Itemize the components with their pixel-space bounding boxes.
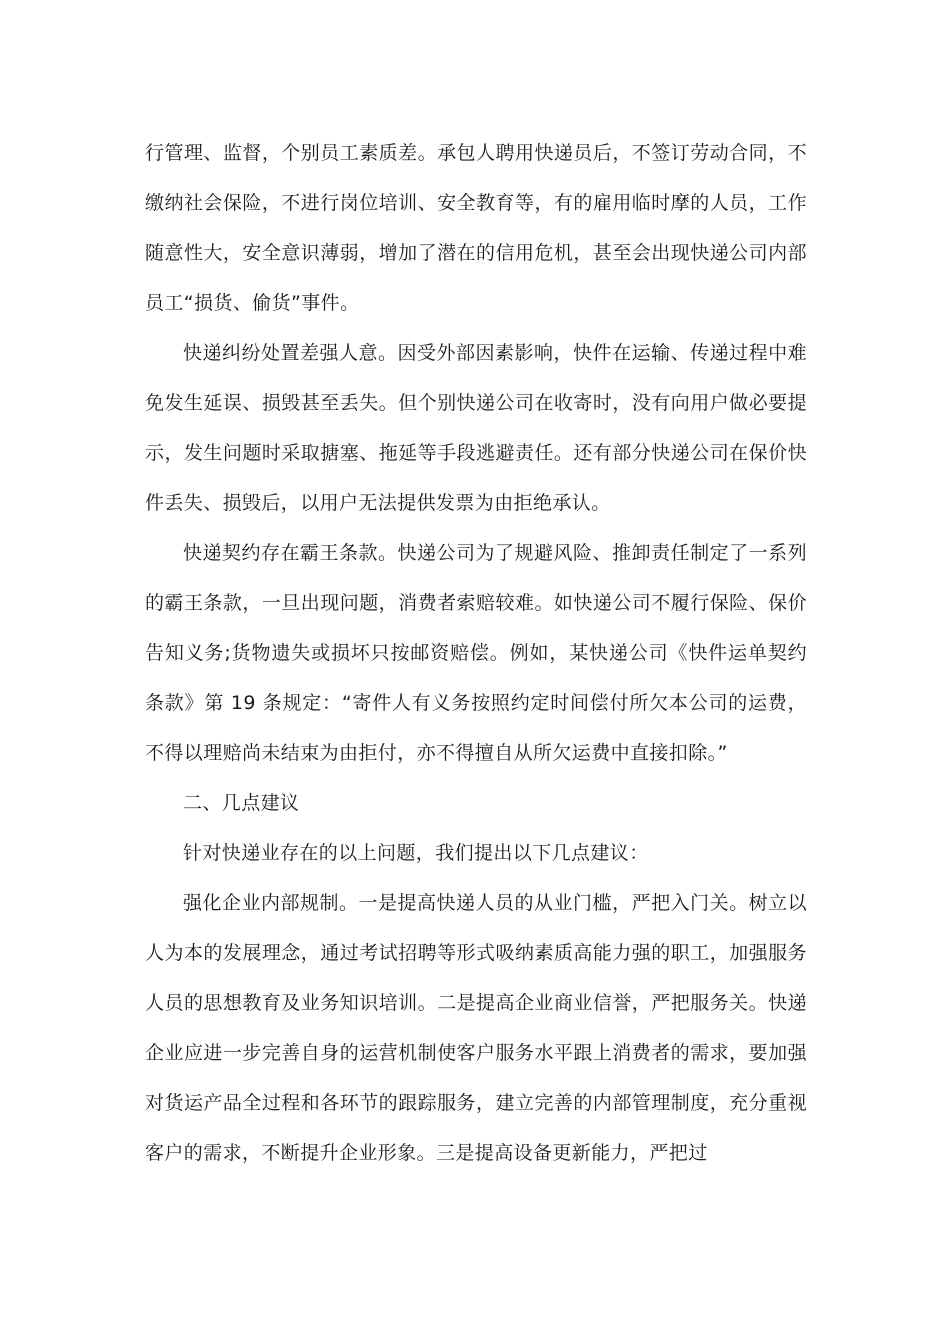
paragraph-2: 快递纠纷处置差强人意。因受外部因素影响，快件在运输、传递过程中难免发生延误、损毁甚至丢失。但个别快递公司在收寄时，没有向用户做必要提示，发生问题时采取搪塞、拖延等手段逃避责任。还有部分快递公司在保价快件丢失、损毁后，以用户无法提供发票为由拒绝承认。 bbox=[145, 342, 807, 514]
paragraph-4: 针对快递业存在的以上问题，我们提出以下几点建议： bbox=[183, 842, 649, 864]
paragraph-1: 行管理、监督，个别员工素质差。承包人聘用快递员后，不签订劳动合同，不缴纳社会保险，不进行岗位培训、安全教育等，有的雇用临时摩的人员，工作随意性大，安全意识薄弱，增加了潜在的信用危机，甚至会出现快递公司内部员工“损货、偷货”事件。 bbox=[145, 142, 807, 314]
paragraph-5: 强化企业内部规制。一是提高快递人员的从业门槛，严把入门关。树立以人为本的发展理念，通过考试招聘等形式吸纳素质高能力强的职工，加强服务人员的思想教育及业务知识培训。二是提高企业商业信誉，严把服务关。快递企业应进一步完善自身的运营机制使客户服务水平跟上消费者的需求，要加强对货运产品全过程和各环节的跟踪服务，建立完善的内部管理制度，充分重视客户的需求，不断提升企业形象。三是提高设备更新能力，严把过 bbox=[145, 892, 807, 1164]
document-body bbox=[145, 128, 807, 1178]
paragraph-3: 快递契约存在霸王条款。快递公司为了规避风险、推卸责任制定了一系列的霸王条款，一旦出现问题，消费者索赔较难。如快递公司不履行保险、保价告知义务;货物遗失或损坏只按邮资赔偿。例如，某快递公司《快件运单契约条款》第 19 条规定：“寄件人有义务按照约定时间偿付所欠本公司的运费，不得以理赔尚未结束为由拒付，亦不得擅自从所欠运费中直接扣除。” bbox=[145, 542, 807, 764]
section-heading: 二、几点建议 bbox=[183, 792, 300, 814]
